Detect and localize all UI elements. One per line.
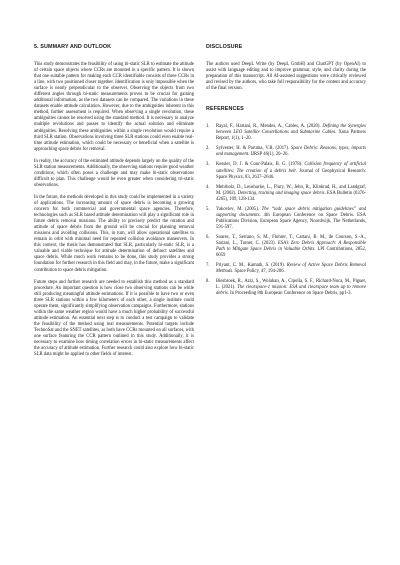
reference-text: Mehrholz, D., Leushacke, L., Flury, W., Jehn, R., Klinkrad, H., and Landgraf, M. (2002). Detecting, tracking and imaging space debris. ESA Bulletin (0376-4265), 109, 128-134.	[216, 184, 366, 202]
summary-paragraph-3: In the future, the methods developed in this study could be implemented in a variety of applications. The increasing amount of space debris is becoming a growing concern for both commercial and governmental space agencies. Therefore, technologies such as SLR based attitude determination will play a significant role in future debris removal missions. The ability to precisely predict the rotation and attitude of space debris from the ground will be crucial for planning removal missions and avoiding collisions. This, in turn, will allow operational satellites to remain in orbit with minimal need for repeated collision avoidance maneuvers. In this context, the thesis has demonstrated that SLR, particularly bi-static SLR, is a valuable and viable technique for attitude determination of defunct satellites and space debris. While much work remains to be done, this study provides a strong foundation for further research in this field and may, in the future, make a significant contribution to space debris mitigation.	[34, 194, 194, 273]
reference-item	[206, 279, 366, 297]
reference-number: 7.	[206, 263, 210, 269]
references-heading: REFERENCES	[206, 106, 244, 113]
summary-paragraph-1: This study demonstrates the feasibility of using bi-static SLR to estimate the attitude of certain space objects where CCRs are mounted in a specific pattern. It is shown that one suitable pattern for making each CCR identifiable consists of three CCRs in a line, with two positioned closer together. Identification is only impossible when the surface is nearly perpendicular to the observer. Observing the objects from two different angles through bi-static measurements proves to be crucial for gaining additional information, as the two datasets can be compared. The variations in these datasets enable attitude calculation. However, due to the ambiguities inherent in this method, further assessment is required. When observing a single revolution, these ambiguities cannot be resolved using the standard method. It is necessary to analyze multiple revolutions and passes to identify the actual solution and eliminate ambiguities. Resolving these ambiguities within a single revolution would require a third SLR station. Observations involving three SLR stations could even enable real-time attitude estimation, which could be necessary or beneficial when a satellite is approaching space debris for removal.	[34, 62, 194, 152]
reference-item	[206, 146, 366, 158]
reference-item	[206, 235, 366, 259]
reference-item	[206, 263, 366, 275]
reference-item	[206, 124, 366, 142]
right-column	[206, 44, 366, 545]
reference-number: 3.	[206, 162, 210, 168]
reference-text: Priyant, C. M., Kamath, S. (2019). Review of Active Space Debris Removal Methods. Space Policy, 47, 194-206.	[216, 263, 366, 275]
summary-heading: 5. SUMMARY AND OUTLOOK	[34, 44, 112, 50]
reference-item	[206, 162, 366, 180]
reference-number: 2.	[206, 146, 210, 152]
summary-paragraph-4: Future steps and further research are needed to establish this method as a standard procedure. An important question is how close two observing stations can be while still producing meaningful attitude estimations. If it is possible to have two or even three SLR stations within a few kilometers of each other, a single institute could operate them, significantly simplifying observation campaigns. Furthermore, stations within the same weather region would have a much higher probability of successful attitude estimation. An essential next step is to conduct a test campaign to validate the feasibility of the method using real measurements. Potential targets include TechnoSat and the SNET satellites, as both have CCRs mounted on all surfaces, with one surface featuring the CCR pattern outlined in this study. Additionally, it is necessary to examine how timing correlation errors in bi-static measurements affect the accuracy of attitude estimation. Further research could also explore how bi-static SLR data might be applied to other fields of interest.	[34, 279, 194, 358]
left-column	[34, 44, 194, 545]
reference-item	[206, 207, 366, 231]
reference-number: 8.	[206, 279, 210, 285]
reference-text: Kessler, D. J. & Cour-Palais, B. G. (1978). Collision frequency of artificial satellites: The creation of a debris belt. Journal of Geophysical Research: Space Physics, 83, 2637–2646.	[216, 162, 366, 180]
disclosure-heading: DISCLOSURE	[206, 44, 243, 50]
disclosure-paragraph: The authors used DeepL Write (by DeepL GmbH) and ChatGPT (by OpenAI) to assist with language editing and to improve grammar, style, and clarity during the preparation of this manuscript. All AI-assisted suggestions were critically reviewed and revised by the authors, who take full responsibility for the content and accuracy of the final version.	[206, 62, 366, 92]
reference-text: Yakovlev, M. (2005). The “iadc space debris mitigation guidelines” and supporting documents. 4th European Conference on Space Debris. ESA Publications Division, European Space Agency, Noordwijk, The Netherlands, 591-597.	[216, 206, 366, 230]
summary-paragraph-2: In reality, the accuracy of the estimated attitude depends largely on the quality of the SLR station measurements. Additionally, the observing stations require good weather conditions, which often poses a challenge and may make bi-static observations difficult to plan. This challenge would be even greater when considering tri-static observations.	[34, 158, 194, 188]
reference-list	[206, 124, 366, 297]
reference-text: Rayal, F., Hartani, R., Mendes, A., Cables, A. (2020). Defining the Synergies between LEO Satellite Constellations and Submarine Cables. Xona Partners Report, 1(1), 1–20.	[216, 124, 366, 142]
reference-text: Soares, T., Serrano, S. M., Flohrer, T., Cattani, B. M., de Courson, S.-A., Sariani, L., Turner, C. (2023). ESA’s Zero Debris Approach: A Responsible Path to Mitigate Space Debris in Valuable Orbits. LPI Contributions, 2852, 6059	[216, 234, 366, 259]
reference-number: 6.	[206, 234, 210, 240]
reference-number: 1.	[206, 124, 210, 130]
reference-text: Sylvester, H. & Paruma, V.R. (2017). Space Debris: Reasons, types, impacts and management. IJRSP 46(1), 20–26.	[216, 146, 366, 158]
reference-number: 5.	[206, 206, 210, 212]
reference-item	[206, 185, 366, 203]
reference-text: Biesbroek, R., Aziz, S., Wolahan, A., Cipolla, S. F., Richard-Noca, M., Piguet, L. (2021). The clearspace-1 mission: ESA and clearspace team up to remove debris. In Proceeding 8th European Conference on Space Debris, pp1-3.	[216, 279, 366, 297]
reference-number: 4.	[206, 184, 210, 190]
